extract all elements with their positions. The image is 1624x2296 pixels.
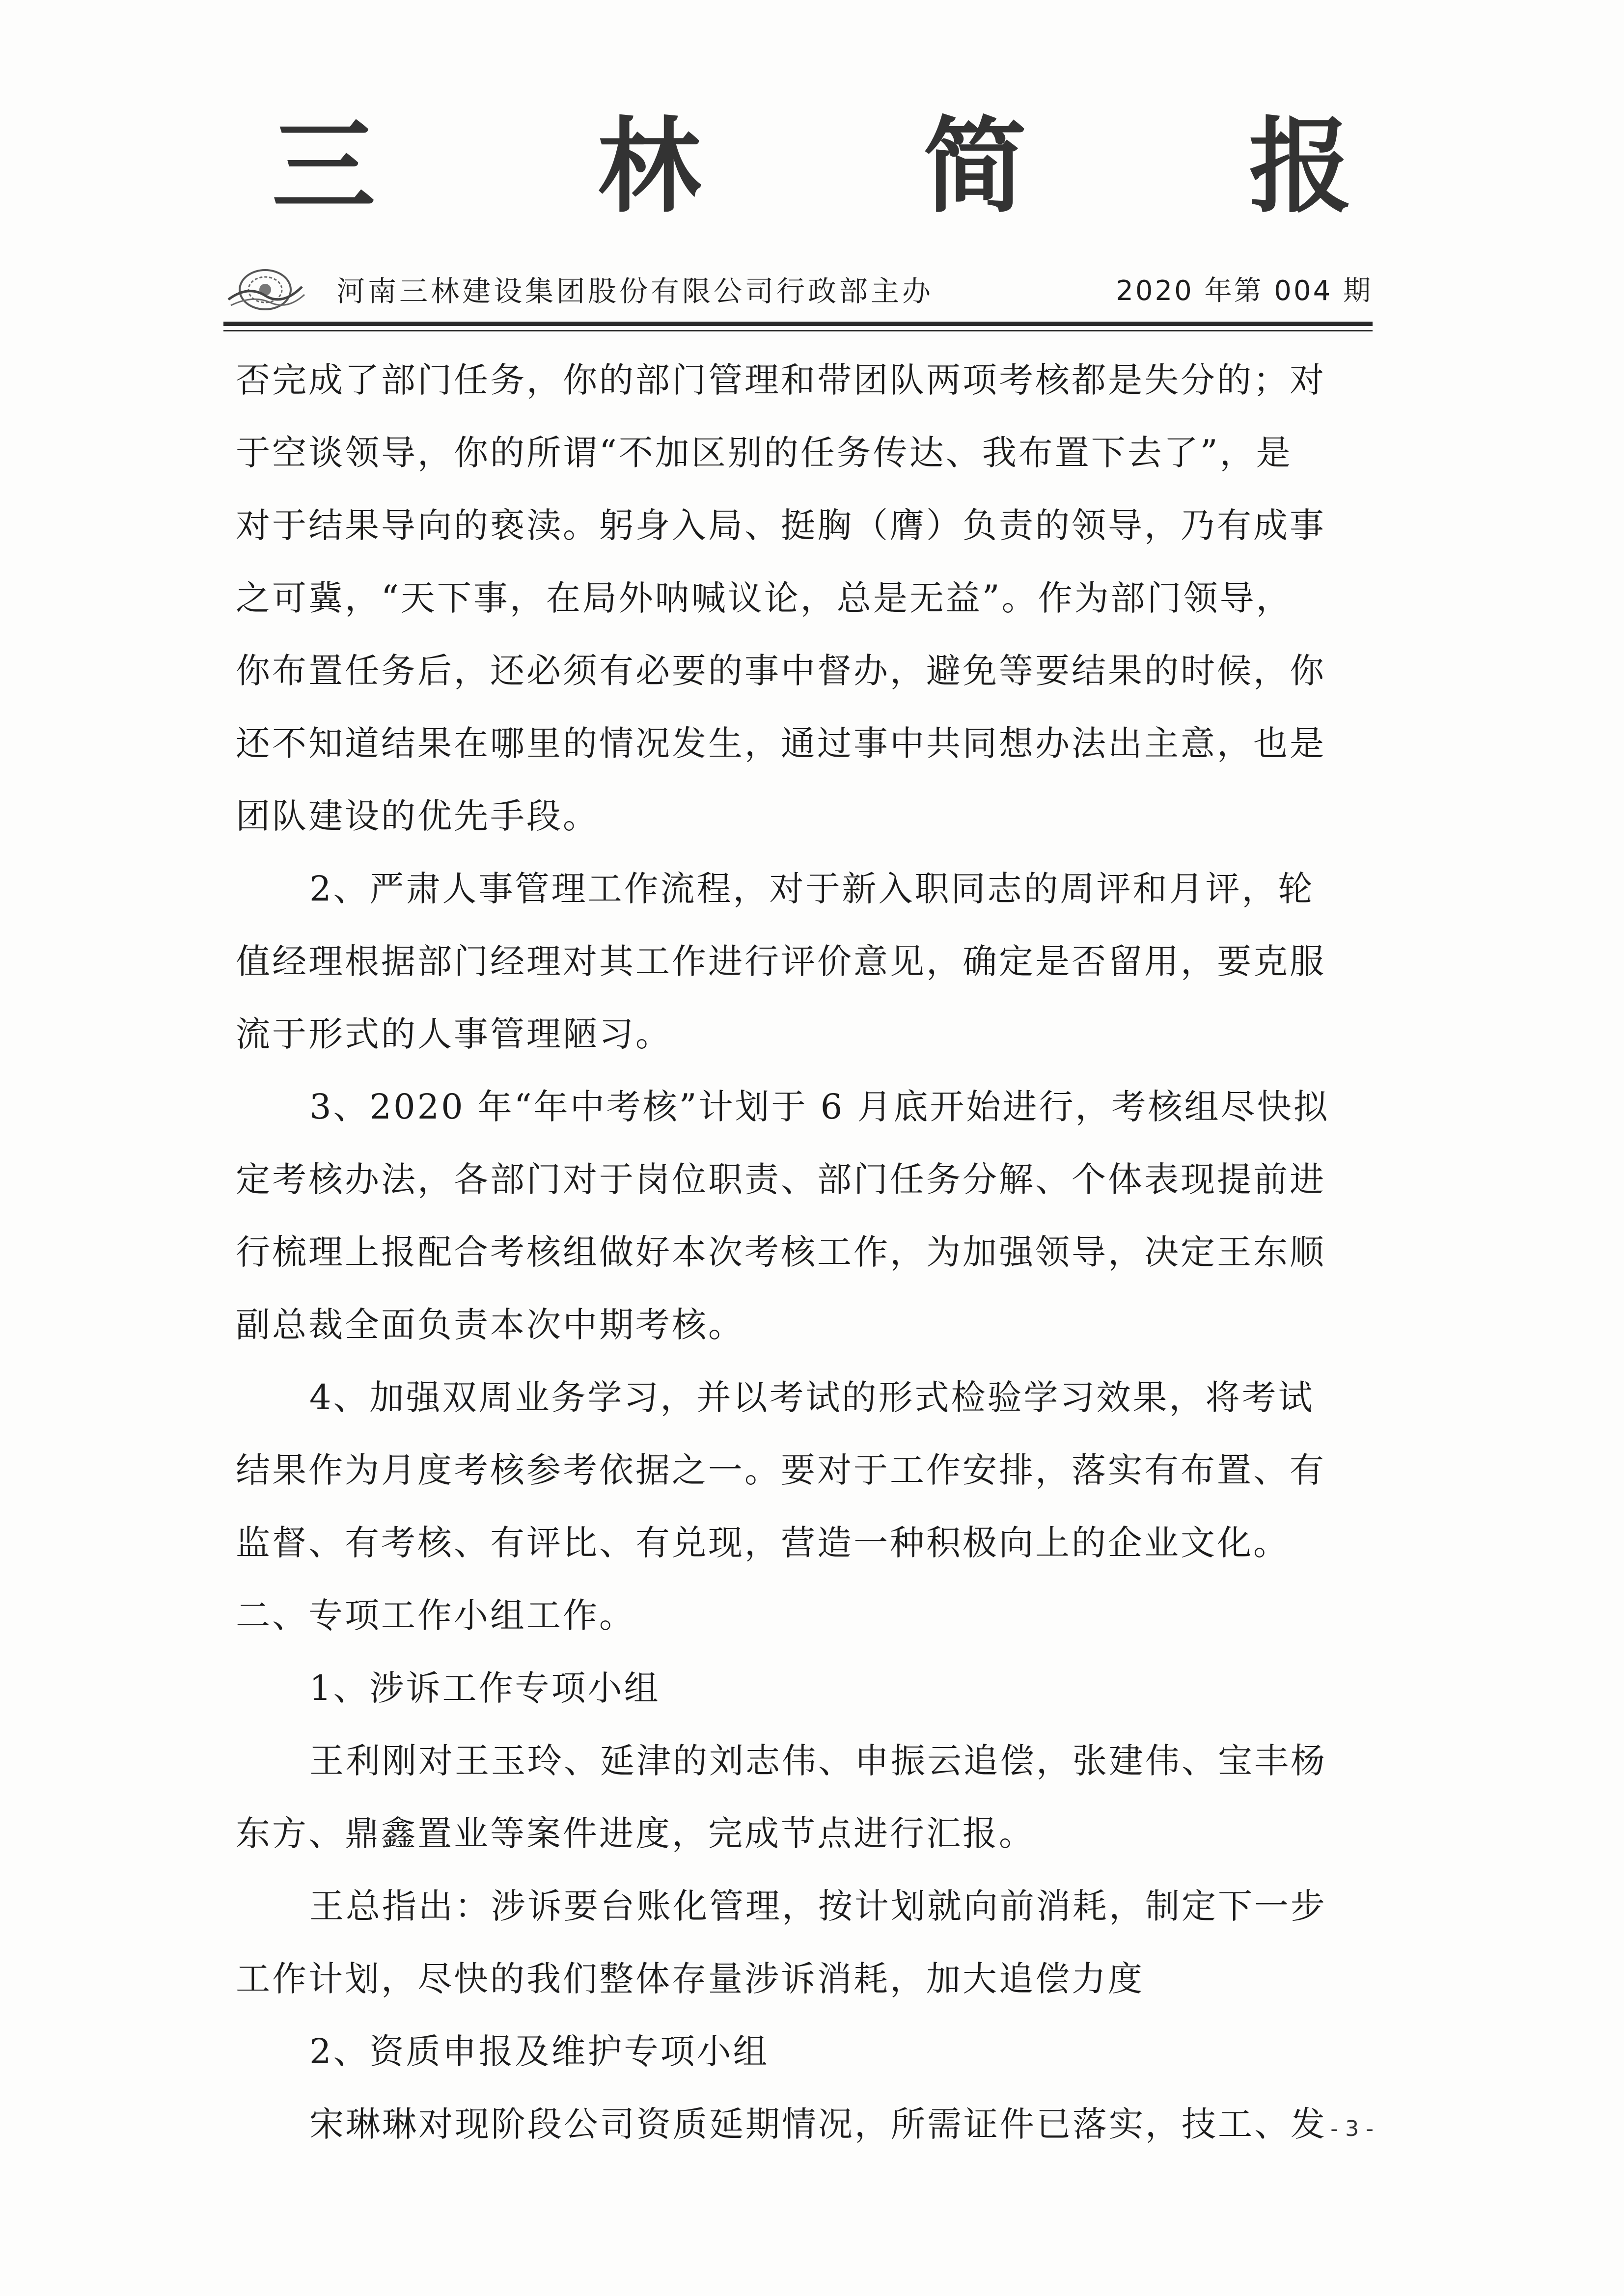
body-line: 结果作为月度考核参考依据之一。要对于工作安排，落实有布置、有 xyxy=(236,1450,1326,1490)
subsection-heading: 1、涉诉工作专项小组 xyxy=(309,1668,661,1708)
body-line: 否完成了部门任务，你的部门管理和带团队两项考核都是失分的；对 xyxy=(236,360,1326,400)
body-line: 宋琳琳对现阶段公司资质延期情况，所需证件已落实，技工、发 xyxy=(309,2104,1327,2144)
subsection-heading: 2、资质申报及维护专项小组 xyxy=(309,2031,770,2072)
body-line: 王总指出：涉诉要台账化管理，按计划就向前消耗，制定下一步 xyxy=(309,1886,1327,1926)
body-line: 2、严肃人事管理工作流程，对于新入职同志的周评和月评，轮 xyxy=(309,869,1315,909)
body-line: 你布置任务后，还必须有必要的事中督办，避免等要结果的时候，你 xyxy=(236,651,1326,691)
body-line: 王利刚对王玉玲、延津的刘志伟、申振云追偿，张建伟、宝丰杨 xyxy=(309,1741,1327,1781)
organizer-name: 河南三林建设集团股份有限公司行政部主办 xyxy=(336,274,934,308)
body-line: 值经理根据部门经理对其工作进行评价意见，确定是否留用，要克服 xyxy=(236,941,1326,982)
masthead-header-bar xyxy=(223,265,1373,319)
issue-number: 2020 年第 004 期 xyxy=(1116,275,1373,307)
body-line: 流于形式的人事管理陋习。 xyxy=(236,1014,672,1054)
body-line: 于空谈领导，你的所谓“不加区别的任务传达、我布置下去了”，是 xyxy=(236,433,1293,473)
body-text xyxy=(236,344,1375,2160)
sanlin-logo-icon xyxy=(223,265,307,314)
body-line: 工作计划，尽快的我们整体存量涉诉消耗，加大追偿力度 xyxy=(236,1959,1144,1999)
body-line: 还不知道结果在哪里的情况发生，通过事中共同想办法出主意，也是 xyxy=(236,723,1326,764)
body-line: 团队建设的优先手段。 xyxy=(236,796,599,836)
page-number: - 3 - xyxy=(1330,2116,1374,2141)
body-line: 监督、有考核、有评比、有兑现，营造一种积极向上的企业文化。 xyxy=(236,1523,1290,1563)
body-line: 副总裁全面负责本次中期考核。 xyxy=(236,1305,744,1345)
body-line: 4、加强双周业务学习，并以考试的形式检验学习效果，将考试 xyxy=(309,1377,1315,1418)
body-line: 东方、鼎鑫置业等案件进度，完成节点进行汇报。 xyxy=(236,1813,1035,1854)
masthead-title: 三 林 简 报 xyxy=(272,107,1446,227)
body-line: 定考核办法，各部门对于岗位职责、部门任务分解、个体表现提前进 xyxy=(236,1159,1326,1200)
header-rule-thin xyxy=(223,330,1373,331)
body-line: 对于结果导向的亵渎。躬身入局、挺胸（膺）负责的领导，乃有成事 xyxy=(236,505,1326,546)
body-line: 之可冀，“天下事，在局外呐喊议论，总是无益”。作为部门领导， xyxy=(236,578,1293,618)
body-line: 行梳理上报配合考核组做好本次考核工作，为加强领导，决定王东顺 xyxy=(236,1232,1326,1272)
header-rule-thick xyxy=(223,322,1373,326)
section-heading: 二、专项工作小组工作。 xyxy=(236,1595,635,1636)
body-line: 3、2020 年“年中考核”计划于 6 月底开始进行，考核组尽快拟 xyxy=(309,1087,1330,1127)
